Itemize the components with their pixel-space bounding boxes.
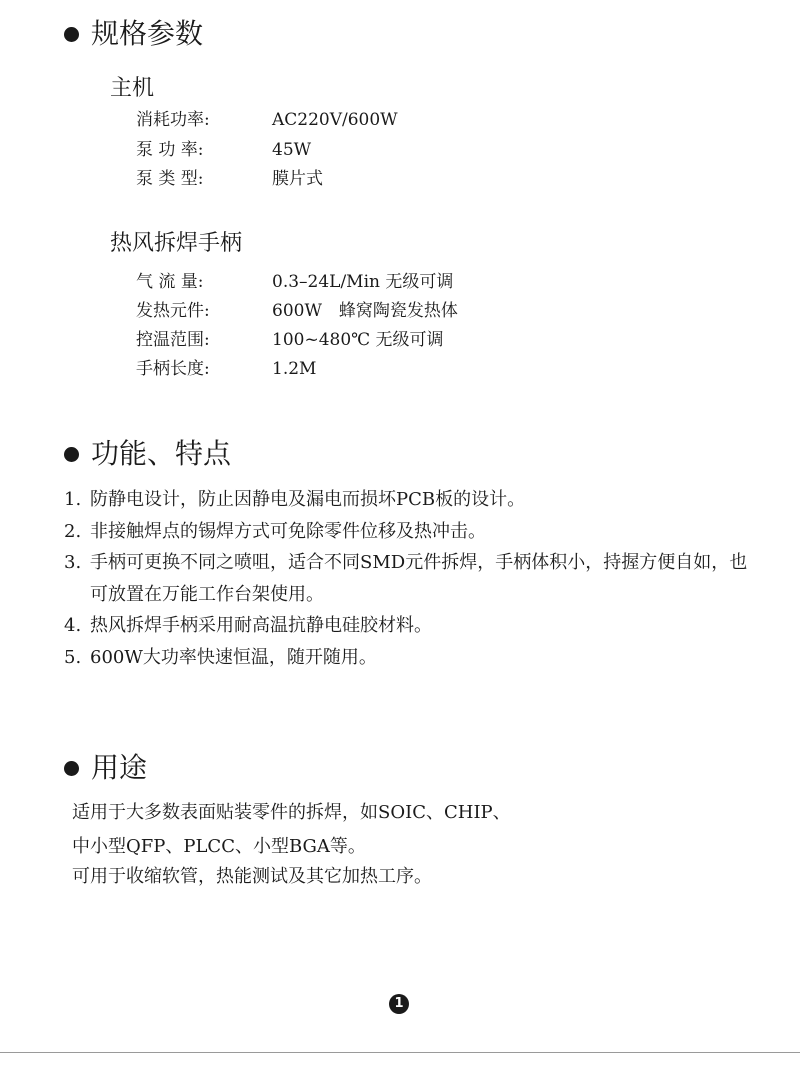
spec-value: 45W	[272, 140, 312, 160]
usage-line: 中小型QFP、PLCC、小型BGA等。	[72, 836, 366, 857]
bullet-icon	[64, 447, 79, 462]
host-subtitle: 主机	[110, 76, 155, 101]
list-item	[64, 547, 764, 610]
spec-row	[136, 136, 311, 164]
spec-label: 消耗功率:	[136, 110, 210, 130]
list-text: 600W大功率快速恒温，随开随用。	[90, 646, 377, 668]
list-item	[64, 642, 764, 674]
list-text: 热风拆焊手柄采用耐高温抗静电硅胶材料。	[90, 615, 432, 636]
handle-subtitle: 热风拆焊手柄	[110, 231, 243, 256]
list-number: 4.	[64, 615, 82, 636]
spec-row	[136, 297, 458, 325]
spec-value: 膜片式	[272, 169, 323, 189]
bottom-divider	[0, 1052, 800, 1053]
spec-row	[136, 165, 323, 193]
spec-row	[136, 326, 444, 354]
spec-row	[136, 106, 398, 134]
list-item	[64, 516, 764, 548]
list-text: 防静电设计，防止因静电及漏电而损坏PCB板的设计。	[90, 489, 526, 510]
specs-title: 规格参数	[91, 17, 204, 50]
features-title: 功能、特点	[91, 437, 232, 470]
spec-label: 控温范围:	[136, 330, 210, 350]
spec-label: 手柄长度:	[136, 359, 210, 379]
list-text: 非接触焊点的锡焊方式可免除零件位移及热冲击。	[90, 520, 486, 542]
features-heading	[64, 436, 231, 472]
page-number-badge: 1	[389, 994, 409, 1014]
spec-label: 气 流 量:	[136, 272, 204, 292]
spec-row	[136, 355, 316, 383]
spec-label: 泵 类 型:	[136, 169, 204, 189]
features-list	[64, 484, 764, 673]
spec-value: 0.3–24L/Min 无级可调	[272, 272, 454, 292]
spec-label: 泵 功 率:	[136, 140, 204, 160]
usage-line: 可用于收缩软管，热能测试及其它加热工序。	[72, 866, 432, 887]
list-item	[64, 610, 764, 642]
spec-label: 发热元件:	[136, 301, 210, 321]
specs-heading	[64, 16, 203, 52]
list-number: 3.	[64, 552, 82, 573]
list-item	[64, 484, 764, 516]
spec-row	[136, 268, 453, 296]
bullet-icon	[64, 27, 79, 42]
usage-heading	[64, 750, 147, 786]
spec-value: 600W 蜂窝陶瓷发热体	[272, 301, 458, 321]
spec-value: AC220V/600W	[272, 110, 398, 130]
usage-line: 适用于大多数表面贴装零件的拆焊，如SOIC、CHIP、	[72, 802, 511, 823]
bullet-icon	[64, 761, 79, 776]
list-number: 2.	[64, 520, 82, 542]
list-text: 手柄可更换不同之喷咀，适合不同SMD元件拆焊，手柄体积小，持握方便自如，也可放置在万能工作台架使用。	[90, 552, 748, 605]
list-number: 5.	[64, 646, 82, 668]
spec-value: 100~480℃ 无级可调	[272, 330, 444, 350]
spec-value: 1.2M	[272, 359, 317, 379]
list-number: 1.	[64, 489, 82, 510]
usage-title: 用途	[91, 751, 148, 784]
